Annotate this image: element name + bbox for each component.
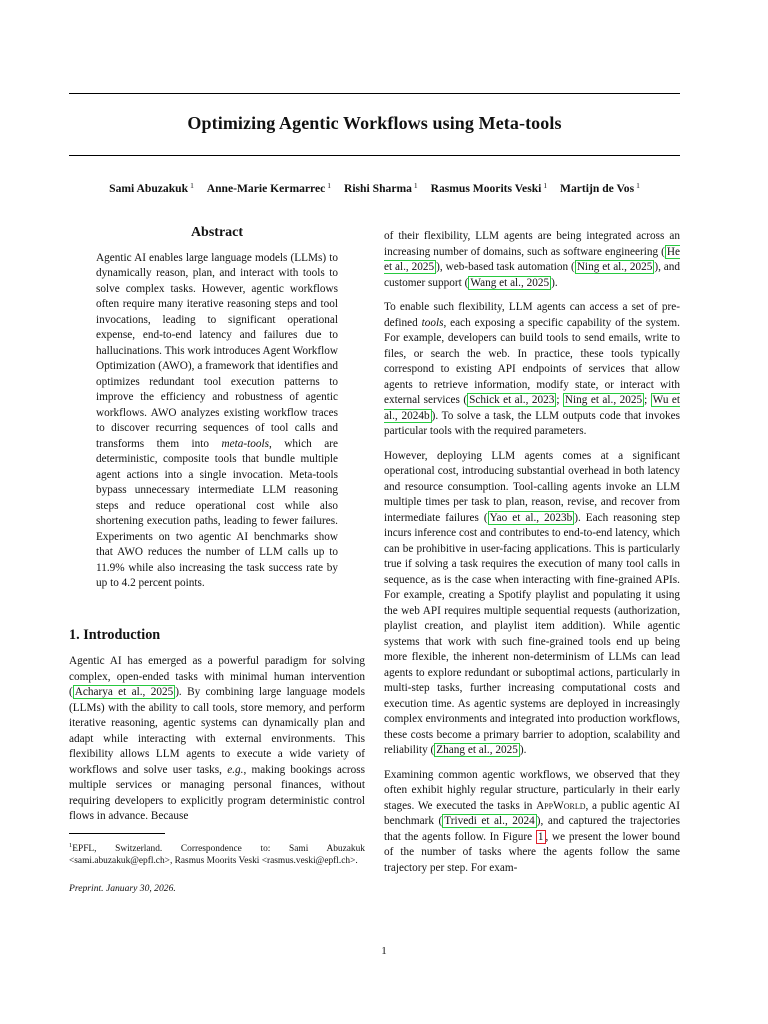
page-number: 1 <box>381 945 387 957</box>
author: Anne-Marie Kermarrec $^1$ <box>206 181 332 195</box>
affiliation-footnote: $^1$EPFL, Switzerland. Correspondence to: Sami Abuzakuk <sami.abuzakuk@epfl.ch>, Rasmus Moorits Veski <rasmus.veski@epfl.ch>. <box>69 841 365 866</box>
citation-link[interactable]: Ning et al., 2025 <box>564 394 643 406</box>
author: Rasmus Moorits Veski $^1$ <box>430 181 548 195</box>
citation-link[interactable]: Schick et al., 2023 <box>469 394 555 406</box>
author-list <box>69 181 680 195</box>
citation-link[interactable]: Wu et al., 2024b <box>384 394 680 422</box>
author: Sami Abuzakuk $^1$ <box>109 181 194 195</box>
citation-link[interactable]: Yao et al., 2023b <box>489 511 573 524</box>
citation-link[interactable]: Wang et al., 2025 <box>470 276 550 289</box>
section-heading-introduction: 1. Introduction <box>69 626 161 643</box>
paper-title: Optimizing Agentic Workflows using Meta-tools <box>187 113 562 133</box>
footnote-rule <box>69 833 165 834</box>
abstract-text: Agentic AI enables large language models (LLMs) to dynamically reason, plan, and interact with tools to solve complex tasks. However, agentic workflows often require many iterative reasoning steps and tool invocations, leading to significant operational expense, end-to-end latency and failures due to hallucinations. This work introduces Agent Workflow Optimization (AWO), a framework that identifies and optimizes redundant tool execution patterns to improve the efficiency and robustness of agentic workflows. AWO analyzes existing workflow traces to discover recurring sequences of tool calls and transforms them into meta-tools, which are deterministic, composite tools that bundle multiple agent actions into a single invocation. Meta-tools bypass unnecessary intermediate LLM reasoning steps and reduce operational cost while also shortening execution paths, leading to fewer failures. Experiments on two agentic AI benchmarks show that AWO reduces the number of LLM calls up to 11.9% while also increasing the task success rate by up to 4.2 percent points. <box>96 251 338 589</box>
top-rule <box>69 93 680 94</box>
left-column <box>69 225 365 896</box>
citation-link[interactable]: Trivedi et al., 2024 <box>444 815 535 827</box>
citation-link[interactable]: Ning et al., 2025 <box>576 261 653 273</box>
citation-link[interactable]: Acharya et al., 2025 <box>74 686 174 698</box>
body-paragraph: However, deploying LLM agents comes at a significant operational cost, introducing substantial overhead in both latency and resource consumption. Tool-calling agents invoke an LLM multiple times per task to plan, reason, revise, and recover from intermediate failures ( Yao et al., 2023b ). Each reasoning step incurs inference cost and contributes to end-to-end latency, which can be prohibitive in user-facing applications. This is particularly true if solving a task requires the execution of many tool calls in sequence, as is the case when interacting with fine-grained APIs. For example, creating a Spotify playlist and populating it using the web API requires multiple sequential requests (authorization, playlist creation, and playlist item addition). While agentic systems that work with such fine-grained tools end up being more flexible, the inherent non-determinism of LLMs can lead agents to explore redundant or suboptimal actions, particularly in multi-step tasks, further increasing computational costs and execution time. As agentic systems are deployed in increasingly complex environments and integrated into production workflows, these costs become a primary barrier to adoption, scalability and reliability ( Zhang et al., 2025 ). <box>384 449 681 756</box>
body-paragraph: of their flexibility, LLM agents are being integrated across an increasing number of domains, such as software engineering ( He et al., 2025 ), web-based task automation ( Ning et al., 2025 ), and customer support ( Wang et al., 2025 ). <box>384 230 681 289</box>
author: Rishi Sharma $^1$ <box>343 181 418 195</box>
author: Martijn de Vos $^1$ <box>560 181 640 195</box>
abstract-heading: Abstract <box>190 225 244 240</box>
body-paragraph: To enable such flexibility, LLM agents can access a set of pre-defined tools, each exposing a specific capability of the system. For example, developers can build tools to send emails, write to files, or search the web. In practice, these tools typically correspond to existing API endpoints of services that allow agents to retrieve information, modify state, or interact with external services ( Schick et al., 2023 ; Ning et al., 2025 ; Wu et al., 2024b ). To solve a task, the LLM outputs code that invokes particular tools with the required parameters. <box>384 301 681 437</box>
body-paragraph: Examining common agentic workflows, we observed that they often exhibit highly regular structure, particularly in their early stages. We executed the tasks in AppWorld, a public agentic AI benchmark ( Trivedi et al., 2024 ), and captured the trajectories that the agents follow. In Figure 1 , we present the lower bound of the number of tasks where the agents follow the same trajectory per step. For exam- <box>384 768 680 874</box>
right-column <box>384 229 680 885</box>
intro-paragraph: Agentic AI has emerged as a powerful paradigm for solving complex, open-ended tasks with minimal human intervention ( Acharya et al., 2025 ). By combining large language models (LLMs) with the ability to call tools, store memory, and perform iterative reasoning, agentic systems can dynamically plan and adapt while interacting with external environments. This flexibility allows LLM agents to execute a wide variety of workflows and solve user tasks, e.g., making bookings across multiple services or managing personal finances, without requiring developers to explicitly program deterministic control flows in advance. Because <box>69 655 365 822</box>
figure-reference-link[interactable]: 1 <box>537 830 544 843</box>
preprint-note: Preprint. January 30, 2026. <box>69 882 176 894</box>
citation-link[interactable]: He et al., 2025 <box>384 245 680 273</box>
citation-link[interactable]: Zhang et al., 2025 <box>436 744 518 756</box>
title-bottom-rule <box>69 155 680 156</box>
